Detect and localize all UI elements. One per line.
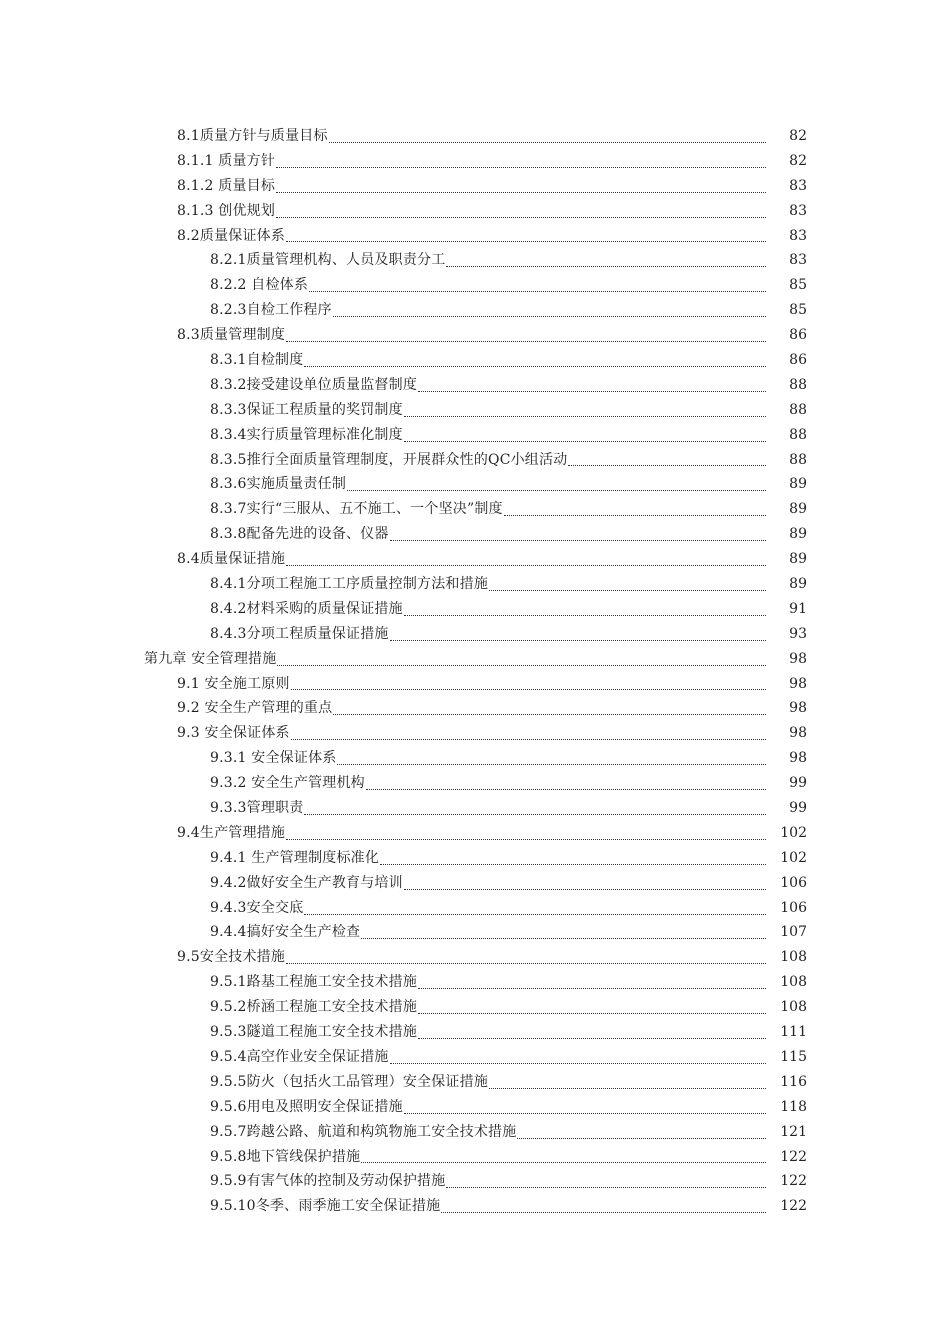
toc-entry-title: 第九章 安全管理措施 <box>144 650 277 667</box>
toc-entry-page-number: 106 <box>780 874 807 891</box>
toc-dot-leader <box>366 789 766 790</box>
toc-dot-leader <box>291 689 766 690</box>
toc-entry-title: 9.4.2做好安全生产教育与培训 <box>210 874 403 891</box>
toc-dot-leader <box>291 739 766 740</box>
toc-dot-leader <box>504 515 766 516</box>
toc-entry[interactable] <box>0 970 950 995</box>
toc-entry-page-number: 83 <box>789 252 807 269</box>
toc-dot-leader <box>404 416 766 417</box>
toc-dot-leader <box>404 615 766 616</box>
toc-dot-leader <box>276 217 766 218</box>
toc-entry[interactable] <box>0 1169 950 1194</box>
toc-entry-page-number: 88 <box>789 426 807 443</box>
toc-entry-page-number: 98 <box>789 725 807 742</box>
toc-entry-title: 8.4.3分项工程质量保证措施 <box>210 625 389 642</box>
toc-entry-title: 9.5.4高空作业安全保证措施 <box>210 1048 389 1065</box>
toc-entry[interactable] <box>0 248 950 273</box>
toc-entry-title: 8.2.1质量管理机构、人员及职责分工 <box>210 252 446 269</box>
toc-entry-page-number: 107 <box>780 924 807 941</box>
toc-entry[interactable] <box>0 522 950 547</box>
toc-entry-title: 8.3.4实行质量管理标准化制度 <box>210 426 403 443</box>
toc-entry[interactable] <box>0 423 950 448</box>
toc-entry[interactable] <box>0 796 950 821</box>
toc-entry-title: 9.5安全技术措施 <box>177 949 286 966</box>
toc-dot-leader <box>277 665 766 666</box>
toc-entry[interactable] <box>0 696 950 721</box>
toc-entry[interactable] <box>0 721 950 746</box>
toc-dot-leader <box>390 1063 766 1064</box>
toc-entry[interactable] <box>0 273 950 298</box>
toc-dot-leader <box>446 266 766 267</box>
toc-entry-title: 9.2 安全生产管理的重点 <box>177 700 333 717</box>
toc-dot-leader <box>489 590 766 591</box>
toc-entry-page-number: 122 <box>780 1198 807 1215</box>
toc-dot-leader <box>286 341 766 342</box>
toc-entry-title: 9.4.4搞好安全生产检查 <box>210 924 361 941</box>
toc-entry[interactable] <box>0 945 950 970</box>
toc-dot-leader <box>286 963 766 964</box>
toc-entry-page-number: 89 <box>789 551 807 568</box>
toc-dot-leader <box>286 565 766 566</box>
toc-entry[interactable] <box>0 1194 950 1219</box>
toc-entry-page-number: 86 <box>789 327 807 344</box>
toc-entry[interactable] <box>0 672 950 697</box>
toc-entry-page-number: 91 <box>789 600 807 617</box>
toc-dot-leader <box>390 640 766 641</box>
toc-entry-title: 8.3.2接受建设单位质量监督制度 <box>210 376 418 393</box>
toc-entry[interactable] <box>0 124 950 149</box>
toc-dot-leader <box>329 142 766 143</box>
toc-entry-page-number: 121 <box>780 1123 807 1140</box>
toc-entry[interactable] <box>0 871 950 896</box>
toc-entry[interactable] <box>0 572 950 597</box>
toc-entry-page-number: 108 <box>780 999 807 1016</box>
toc-entry-page-number: 98 <box>789 700 807 717</box>
toc-entry-title: 8.3.6实施质量责任制 <box>210 476 347 493</box>
toc-entry-title: 8.3.7实行“三服从、五不施工、一个坚决”制度 <box>210 501 503 518</box>
toc-entry-page-number: 93 <box>789 625 807 642</box>
toc-entry-title: 9.5.1路基工程施工安全技术措施 <box>210 974 418 991</box>
toc-entry-title: 8.2.2 自检体系 <box>210 277 309 294</box>
toc-entry-page-number: 98 <box>789 750 807 767</box>
toc-entry-page-number: 98 <box>789 675 807 692</box>
toc-dot-leader <box>286 241 766 242</box>
toc-entry[interactable] <box>0 896 950 921</box>
toc-entry[interactable] <box>0 597 950 622</box>
toc-entry-page-number: 106 <box>780 899 807 916</box>
toc-dot-leader <box>418 988 766 989</box>
toc-dot-leader <box>489 1088 766 1089</box>
toc-entry[interactable] <box>0 921 950 946</box>
toc-entry-page-number: 82 <box>789 152 807 169</box>
toc-dot-leader <box>337 764 766 765</box>
toc-entry-page-number: 85 <box>789 302 807 319</box>
toc-entry-page-number: 98 <box>789 650 807 667</box>
toc-entry-title: 9.3.1 安全保证体系 <box>210 750 337 767</box>
toc-entry-title: 9.4生产管理措施 <box>177 824 286 841</box>
toc-entry-title: 8.1.3 创优规划 <box>177 202 276 219</box>
toc-entry-title: 9.5.9有害气体的控制及劳动保护措施 <box>210 1173 446 1190</box>
toc-entry[interactable] <box>0 1020 950 1045</box>
toc-dot-leader <box>304 366 766 367</box>
toc-entry[interactable] <box>0 149 950 174</box>
toc-entry-title: 8.3.8配备先进的设备、仪器 <box>210 526 389 543</box>
toc-entry-page-number: 115 <box>780 1048 807 1065</box>
toc-entry[interactable] <box>0 199 950 224</box>
toc-entry-title: 8.3.5推行全面质量管理制度，开展群众性的QC小组活动 <box>210 451 568 468</box>
toc-entry[interactable] <box>0 298 950 323</box>
toc-entry-title: 9.5.3隧道工程施工安全技术措施 <box>210 1024 418 1041</box>
toc-entry[interactable] <box>0 1120 950 1145</box>
toc-dot-leader <box>361 938 766 939</box>
toc-dot-leader <box>333 714 766 715</box>
toc-dot-leader <box>404 889 766 890</box>
toc-entry-page-number: 82 <box>789 127 807 144</box>
toc-entry-title: 9.5.2桥涵工程施工安全技术措施 <box>210 999 418 1016</box>
toc-dot-leader <box>404 1113 766 1114</box>
toc-entry[interactable] <box>0 547 950 572</box>
toc-entry[interactable] <box>0 1045 950 1070</box>
toc-entry-title: 9.3.3管理职责 <box>210 800 304 817</box>
toc-dot-leader <box>304 814 766 815</box>
toc-dot-leader <box>309 291 766 292</box>
toc-entry-page-number: 122 <box>780 1173 807 1190</box>
toc-entry[interactable] <box>0 622 950 647</box>
toc-entry[interactable] <box>0 846 950 871</box>
toc-entry-title: 8.1.2 质量目标 <box>177 177 276 194</box>
toc-entry-title: 8.3.1自检制度 <box>210 352 304 368</box>
toc-dot-leader <box>380 864 766 865</box>
toc-entry[interactable] <box>0 746 950 771</box>
toc-entry-page-number: 83 <box>789 202 807 219</box>
toc-entry-title: 9.5.8地下管线保护措施 <box>210 1148 361 1165</box>
toc-entry-page-number: 102 <box>780 849 807 866</box>
toc-entry-page-number: 118 <box>780 1098 807 1115</box>
toc-entry[interactable] <box>0 398 950 423</box>
toc-entry-page-number: 88 <box>789 376 807 393</box>
toc-entry-page-number: 99 <box>789 775 807 792</box>
toc-dot-leader <box>276 167 766 168</box>
toc-entry-title: 9.5.6用电及照明安全保证措施 <box>210 1098 403 1115</box>
toc-entry-page-number: 111 <box>780 1024 807 1041</box>
toc-dot-leader <box>418 1038 766 1039</box>
toc-entry-title: 8.4.2材料采购的质量保证措施 <box>210 600 403 617</box>
toc-entry-title: 9.5.5防火（包括火工品管理）安全保证措施 <box>210 1073 489 1090</box>
toc-entry-title: 8.4质量保证措施 <box>177 551 286 568</box>
toc-entry[interactable] <box>0 821 950 846</box>
toc-entry-title: 8.3质量管理制度 <box>177 327 286 344</box>
toc-entry[interactable] <box>0 1095 950 1120</box>
toc-dot-leader <box>517 1138 766 1139</box>
toc-entry-page-number: 89 <box>789 501 807 518</box>
toc-entry-title: 9.4.3安全交底 <box>210 899 304 916</box>
toc-entry-page-number: 108 <box>780 949 807 966</box>
toc-dot-leader <box>276 192 766 193</box>
toc-entry-title: 9.4.1 生产管理制度标准化 <box>210 849 380 866</box>
toc-entry[interactable] <box>0 1145 950 1170</box>
toc-entry-title: 9.3.2 安全生产管理机构 <box>210 775 365 792</box>
toc-dot-leader <box>361 1162 766 1163</box>
toc-entry[interactable] <box>0 1070 950 1095</box>
toc-dot-leader <box>286 839 766 840</box>
toc-entry-page-number: 85 <box>789 277 807 294</box>
toc-dot-leader <box>446 1187 766 1188</box>
toc-entry-page-number: 88 <box>789 401 807 418</box>
toc-dot-leader <box>390 540 766 541</box>
toc-dot-leader <box>333 316 766 317</box>
toc-entry[interactable] <box>0 472 950 497</box>
toc-entry-page-number: 108 <box>780 974 807 991</box>
toc-entry[interactable] <box>0 224 950 249</box>
toc-entry-title: 8.3.3保证工程质量的奖罚制度 <box>210 401 403 418</box>
toc-entry-page-number: 88 <box>789 451 807 468</box>
toc-entry-page-number: 116 <box>780 1073 807 1090</box>
toc-entry-page-number: 83 <box>789 177 807 194</box>
toc-entry-page-number: 86 <box>789 352 807 368</box>
toc-entry-title: 8.2.3自检工作程序 <box>210 302 332 319</box>
toc-entry-title: 8.1质量方针与质量目标 <box>177 127 328 144</box>
toc-entry[interactable] <box>0 323 950 348</box>
toc-entry[interactable] <box>0 995 950 1020</box>
toc-entry[interactable] <box>0 373 950 398</box>
toc-entry-page-number: 89 <box>789 576 807 593</box>
toc-dot-leader <box>404 441 766 442</box>
toc-entry-page-number: 89 <box>789 526 807 543</box>
toc-entry-page-number: 122 <box>780 1148 807 1165</box>
toc-entry[interactable] <box>0 348 950 373</box>
toc-entry-title: 8.4.1分项工程施工工序质量控制方法和措施 <box>210 576 489 593</box>
toc-entry-title: 8.1.1 质量方针 <box>177 152 276 169</box>
toc-entry[interactable] <box>0 497 950 522</box>
toc-entry[interactable] <box>0 647 950 672</box>
toc-entry[interactable] <box>0 771 950 796</box>
toc-entry-title: 9.5.10冬季、雨季施工安全保证措施 <box>210 1198 441 1215</box>
table-of-contents <box>0 124 950 1219</box>
toc-entry-page-number: 99 <box>789 800 807 817</box>
toc-dot-leader <box>418 1013 766 1014</box>
toc-entry-title: 9.5.7跨越公路、航道和构筑物施工安全技术措施 <box>210 1123 517 1140</box>
toc-dot-leader <box>441 1212 766 1213</box>
toc-dot-leader <box>568 465 766 466</box>
toc-entry-page-number: 102 <box>780 824 807 841</box>
toc-entry[interactable] <box>0 174 950 199</box>
toc-entry-title: 9.3 安全保证体系 <box>177 725 290 742</box>
toc-dot-leader <box>347 490 766 491</box>
toc-entry-page-number: 89 <box>789 476 807 493</box>
toc-entry-title: 8.2质量保证体系 <box>177 227 286 244</box>
toc-entry[interactable] <box>0 448 950 473</box>
toc-dot-leader <box>304 914 766 915</box>
toc-entry-title: 9.1 安全施工原则 <box>177 675 290 692</box>
toc-entry-page-number: 83 <box>789 227 807 244</box>
toc-dot-leader <box>418 391 766 392</box>
